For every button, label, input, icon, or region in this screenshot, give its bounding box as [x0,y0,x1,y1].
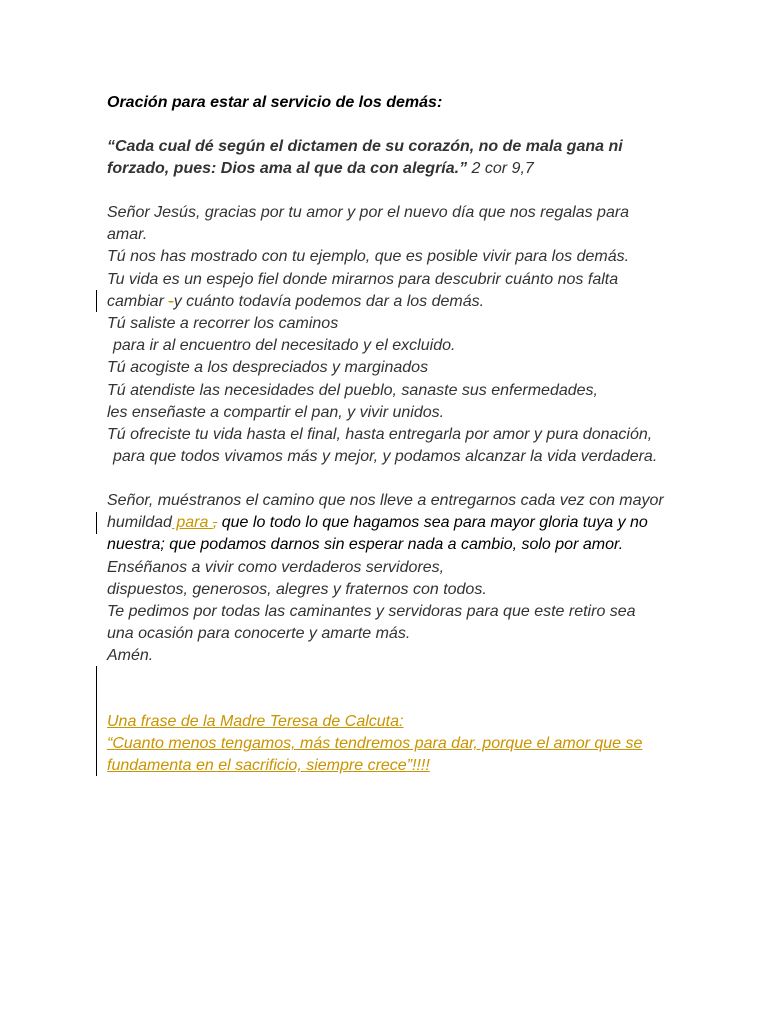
inserted-line: fundamenta en el sacrificio, siempre crece”!!!! [107,757,430,775]
prayer-paragraph-1 [107,202,707,468]
text-run: que lo todo lo que hagamos sea para mayor gloria tuya y no [217,514,648,532]
prayer-line [107,512,707,534]
mother-teresa-quote [107,711,707,778]
quote-reference: 2 cor 9,7 [467,160,534,178]
deleted-text: , [212,514,218,532]
prayer-line [107,291,707,313]
quote-text: forzado, pues: Dios ama al que da con alegría.” [107,160,468,178]
text-run: humildad [107,514,172,532]
prayer-line: Amén. [107,647,154,665]
prayer-line: Tú ofreciste tu vida hasta el final, hasta entregarla por amor y pura donación, [107,426,653,444]
prayer-line: Tú acogiste a los despreciados y marginados [107,359,429,377]
change-bar [96,666,97,776]
prayer-line: Señor, muéstranos el camino que nos lleve a entregarnos cada vez con mayor [107,492,664,509]
prayer-line: Tú nos has mostrado con tu ejemplo, que es posible vivir para los demás. [107,248,630,266]
scripture-quote [107,136,707,180]
prayer-line: para ir al encuentro del necesitado y el excluido. [113,337,456,355]
prayer-line: Tú atendiste las necesidades del pueblo, sanaste sus enfermedades, [107,381,598,399]
prayer-line: Enséñanos a vivir como verdaderos servidores, [107,558,445,576]
change-bar [96,290,97,312]
title-block [107,92,707,114]
prayer-line: para que todos vivamos más y mejor, y podamos alcanzar la vida verdadera. [113,448,658,466]
prayer-line: Señor Jesús, gracias por tu amor y por el nuevo día que nos regalas para [107,204,630,221]
text-run: y cuánto todavía podemos dar a los demás. [173,292,485,310]
inserted-line: Una frase de la Madre Teresa de Calcuta: [107,713,404,730]
inserted-line: “Cuanto menos tengamos, más tendremos para dar, porque el amor que se [107,735,643,753]
deleted-text: - [168,292,174,310]
quote-line-1: “Cada cual dé según el dictamen de su corazón, no de mala gana ni [107,138,623,155]
prayer-line: Te pedimos por todas las caminantes y servidoras para que este retiro sea [107,603,636,621]
change-bar [96,512,97,534]
quote-line-2 [107,158,707,180]
text-run: cambiar [107,292,169,310]
prayer-line: amar. [107,226,148,244]
prayer-line: nuestra; que podamos darnos sin esperar nada a cambio, solo por amor. [107,536,624,554]
prayer-line: les enseñaste a compartir el pan, y vivir unidos. [107,403,445,421]
inserted-text: para [171,514,213,532]
prayer-line: dispuestos, generosos, alegres y fraternos con todos. [107,580,487,598]
prayer-line: una ocasión para conocerte y amarte más. [107,625,411,643]
prayer-line: Tú saliste a recorrer los caminos [107,315,339,333]
prayer-line: Tu vida es un espejo fiel donde mirarnos para descubrir cuánto nos falta [107,270,619,288]
prayer-paragraph-2 [107,490,707,668]
page-title: Oración para estar al servicio de los demás: [107,94,443,111]
